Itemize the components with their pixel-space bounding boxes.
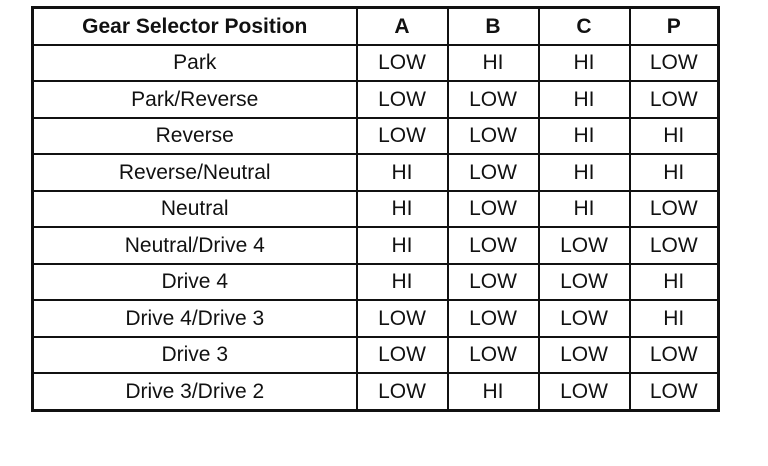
header-b: B <box>448 8 539 45</box>
cell-c: HI <box>539 154 630 191</box>
cell-p: LOW <box>630 373 719 410</box>
cell-position: Neutral <box>33 191 357 228</box>
cell-b: LOW <box>448 191 539 228</box>
cell-p: LOW <box>630 45 719 82</box>
table-row <box>33 227 719 264</box>
cell-c: HI <box>539 191 630 228</box>
cell-position: Drive 3/Drive 2 <box>33 373 357 410</box>
cell-b: HI <box>448 45 539 82</box>
cell-b: LOW <box>448 337 539 374</box>
header-a: A <box>357 8 448 45</box>
table-body <box>33 45 719 411</box>
table-row <box>33 154 719 191</box>
cell-position: Reverse/Neutral <box>33 154 357 191</box>
cell-p: LOW <box>630 191 719 228</box>
cell-p: HI <box>630 300 719 337</box>
cell-b: LOW <box>448 81 539 118</box>
header-p: P <box>630 8 719 45</box>
table-row <box>33 45 719 82</box>
table-row <box>33 264 719 301</box>
cell-b: LOW <box>448 154 539 191</box>
cell-a: LOW <box>357 300 448 337</box>
cell-p: HI <box>630 154 719 191</box>
cell-position: Park <box>33 45 357 82</box>
table-row <box>33 373 719 410</box>
cell-p: HI <box>630 264 719 301</box>
cell-c: LOW <box>539 300 630 337</box>
cell-c: LOW <box>539 337 630 374</box>
table-row <box>33 81 719 118</box>
cell-position: Drive 4 <box>33 264 357 301</box>
table-row <box>33 337 719 374</box>
gear-selector-table <box>31 6 720 412</box>
cell-c: LOW <box>539 373 630 410</box>
cell-b: LOW <box>448 227 539 264</box>
header-row <box>33 8 719 45</box>
cell-position: Neutral/Drive 4 <box>33 227 357 264</box>
cell-c: LOW <box>539 227 630 264</box>
cell-p: LOW <box>630 227 719 264</box>
cell-p: HI <box>630 118 719 155</box>
cell-b: HI <box>448 373 539 410</box>
cell-a: HI <box>357 227 448 264</box>
header-c: C <box>539 8 630 45</box>
cell-a: LOW <box>357 373 448 410</box>
cell-position: Park/Reverse <box>33 81 357 118</box>
cell-c: HI <box>539 45 630 82</box>
cell-c: LOW <box>539 264 630 301</box>
cell-position: Drive 4/Drive 3 <box>33 300 357 337</box>
table-header <box>33 8 719 45</box>
cell-a: HI <box>357 264 448 301</box>
cell-a: HI <box>357 191 448 228</box>
cell-p: LOW <box>630 81 719 118</box>
cell-c: HI <box>539 81 630 118</box>
cell-p: LOW <box>630 337 719 374</box>
header-gear-selector-position: Gear Selector Position <box>33 8 357 45</box>
cell-position: Reverse <box>33 118 357 155</box>
cell-position: Drive 3 <box>33 337 357 374</box>
table-row <box>33 191 719 228</box>
cell-a: LOW <box>357 81 448 118</box>
cell-b: LOW <box>448 264 539 301</box>
table-row <box>33 118 719 155</box>
cell-b: LOW <box>448 300 539 337</box>
cell-b: LOW <box>448 118 539 155</box>
table-row <box>33 300 719 337</box>
cell-a: LOW <box>357 45 448 82</box>
cell-a: HI <box>357 154 448 191</box>
cell-a: LOW <box>357 337 448 374</box>
cell-c: HI <box>539 118 630 155</box>
cell-a: LOW <box>357 118 448 155</box>
